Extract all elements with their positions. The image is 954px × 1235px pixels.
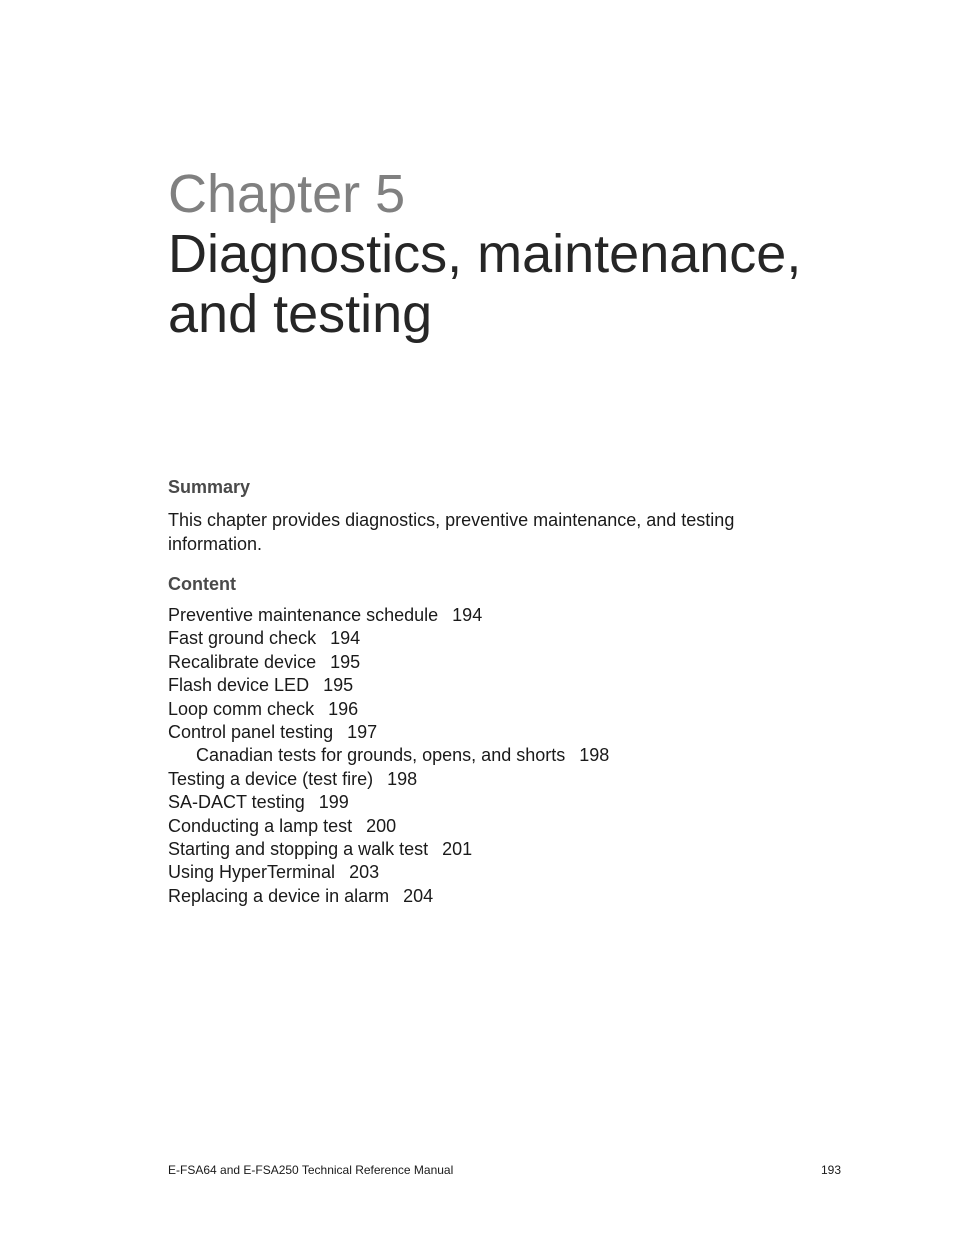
toc-item-title: SA-DACT testing [168, 792, 305, 813]
toc-item-title: Flash device LED [168, 675, 310, 696]
toc-item-recalibrate-device[interactable] [168, 651, 609, 674]
summary-text: This chapter provides diagnostics, preventive maintenance, and testing information. [168, 510, 735, 554]
toc-item-title: Preventive maintenance schedule [168, 605, 439, 625]
page-title-line-1: Diagnostics, maintenance, [168, 224, 802, 284]
toc-item-title: Starting and stopping a walk test [168, 839, 429, 860]
toc-item-replacing-a-device[interactable] [168, 885, 609, 908]
toc-item-canadian-tests[interactable] [168, 744, 609, 767]
footer-page-number: 193 [821, 1163, 842, 1177]
toc-item-preventive-maintenance-schedule[interactable] [168, 604, 609, 627]
summary-heading: Summary [168, 477, 251, 497]
toc-item-title: Testing a device (test fire) [168, 768, 374, 789]
toc-item-testing-a-device[interactable] [168, 768, 609, 791]
footer-document-title: E-FSA64 and E-FSA250 Technical Reference Manual [168, 1163, 454, 1177]
toc-item-page: 203 [349, 862, 380, 883]
toc-item-conducting-a-lamp-test[interactable] [168, 815, 609, 838]
toc-item-page: 195 [323, 675, 354, 696]
toc-item-page: 194 [452, 605, 483, 625]
toc-item-using-hyperterminal[interactable] [168, 861, 609, 884]
toc-item-page: 200 [366, 815, 397, 836]
content-heading: Content [168, 574, 236, 594]
toc-item-page: 199 [318, 792, 349, 813]
toc-item-title: Control panel testing [168, 722, 334, 743]
page-title-line-2: and testing [168, 284, 433, 344]
toc-item-page: 198 [387, 768, 418, 789]
toc-item-title: Using HyperTerminal [168, 862, 336, 883]
table-of-contents [168, 604, 609, 908]
toc-item-fast-ground-check[interactable] [168, 627, 609, 650]
toc-item-flash-device-led[interactable] [168, 674, 609, 697]
page-title [168, 224, 888, 344]
toc-item-walk-test[interactable] [168, 838, 609, 861]
toc-item-title: Fast ground check [168, 628, 317, 649]
toc-item-page: 196 [328, 698, 359, 719]
toc-item-loop-comm-check[interactable] [168, 698, 609, 721]
toc-item-page: 197 [347, 722, 378, 743]
toc-item-title: Replacing a device in alarm [168, 885, 390, 906]
toc-item-page: 198 [579, 745, 610, 766]
toc-item-page: 204 [403, 885, 434, 906]
toc-item-title: Loop comm check [168, 698, 315, 719]
chapter-label: Chapter 5 [168, 164, 406, 224]
toc-item-title: Conducting a lamp test [168, 815, 353, 836]
toc-item-control-panel-testing[interactable] [168, 721, 609, 744]
toc-item-page: 201 [442, 839, 473, 860]
toc-item-title: Canadian tests for grounds, opens, and shorts [196, 745, 566, 766]
toc-item-sa-dact-testing[interactable] [168, 791, 609, 814]
toc-item-page: 194 [330, 628, 361, 649]
toc-item-page: 195 [330, 651, 361, 672]
toc-item-title: Recalibrate device [168, 651, 317, 672]
